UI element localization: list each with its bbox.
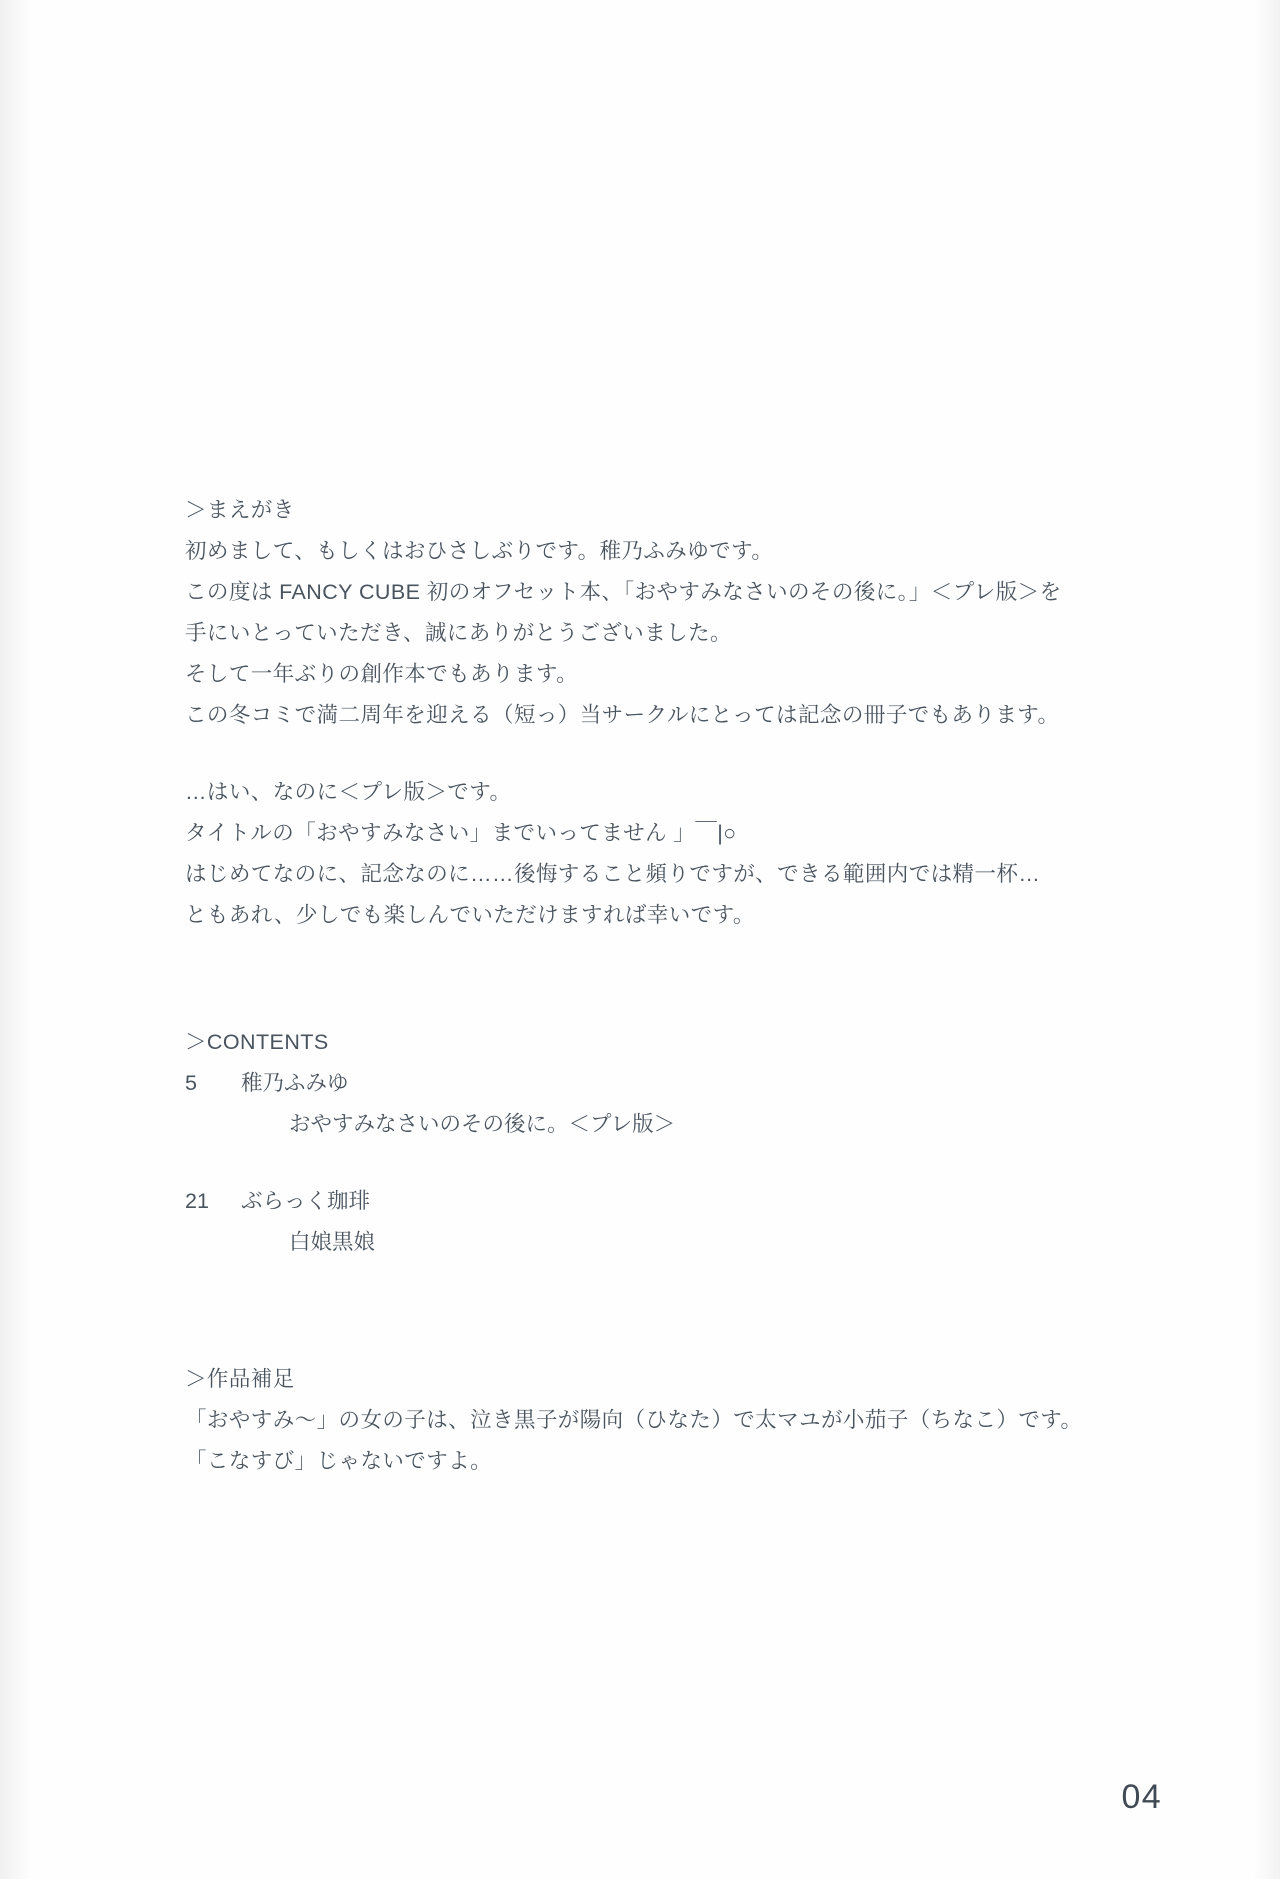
section-spacer (185, 1263, 1145, 1359)
section-spacer (185, 936, 1145, 1022)
toc-row (185, 1063, 1145, 1104)
toc-page-number: 21 (185, 1189, 209, 1213)
page-number: 04 (1121, 1778, 1162, 1816)
preface-line: ともあれ、少しでも楽しんでいただけますれば幸いです。 (185, 903, 755, 927)
toc-row (185, 1181, 1145, 1222)
paragraph-spacer (185, 736, 1145, 772)
toc-title: おやすみなさいのその後に。＜プレ版＞ (289, 1112, 676, 1136)
list-item (185, 1063, 1145, 1145)
contents-heading: ＞CONTENTS (185, 1030, 329, 1054)
preface-line: 手にいとっていただき、誠にありがとうございました。 (185, 621, 732, 645)
toc-title: 白娘黒娘 (289, 1230, 376, 1254)
list-item (185, 1181, 1145, 1263)
toc-row (185, 1222, 1145, 1263)
notes-line: 「おやすみ〜」の女の子は、泣き黒子が陽向（ひなた）で太マユが小茄子（ちなこ）です。 (185, 1408, 1083, 1432)
preface-line: この冬コミで満二周年を迎える（短っ）当サークルにとっては記念の冊子でもあります。 (185, 703, 1060, 727)
preface-line: …はい、なのに＜プレ版＞です。 (185, 780, 512, 804)
preface-line: はじめてなのに、記念なのに……後悔すること頻りですが、できる範囲内では精一杯… (185, 862, 1041, 886)
preface-section (185, 490, 1145, 936)
notes-heading: ＞作品補足 (185, 1367, 295, 1391)
toc-author: ぶらっく珈琲 (241, 1189, 371, 1213)
preface-line: 初めまして、もしくはおひさしぶりです。稚乃ふみゆです。 (185, 539, 774, 563)
notes-section (185, 1359, 1145, 1482)
preface-line: そして一年ぶりの創作本でもあります。 (185, 662, 579, 686)
toc-author: 稚乃ふみゆ (241, 1071, 349, 1095)
toc-spacer (185, 1145, 1145, 1181)
toc-row (185, 1104, 1145, 1145)
preface-line: この度は FANCY CUBE 初のオフセット本、「おやすみなさいのその後に。」＜プレ版＞を (185, 580, 1062, 604)
page-content (185, 490, 1145, 1482)
contents-section (185, 1022, 1145, 1263)
preface-line: タイトルの「おやすみなさい」までいってません 」￣|○ (185, 821, 737, 845)
preface-heading: ＞まえがき (185, 498, 295, 522)
notes-line: 「こなすび」じゃないですよ。 (185, 1449, 493, 1473)
toc-page-number: 5 (185, 1071, 197, 1095)
